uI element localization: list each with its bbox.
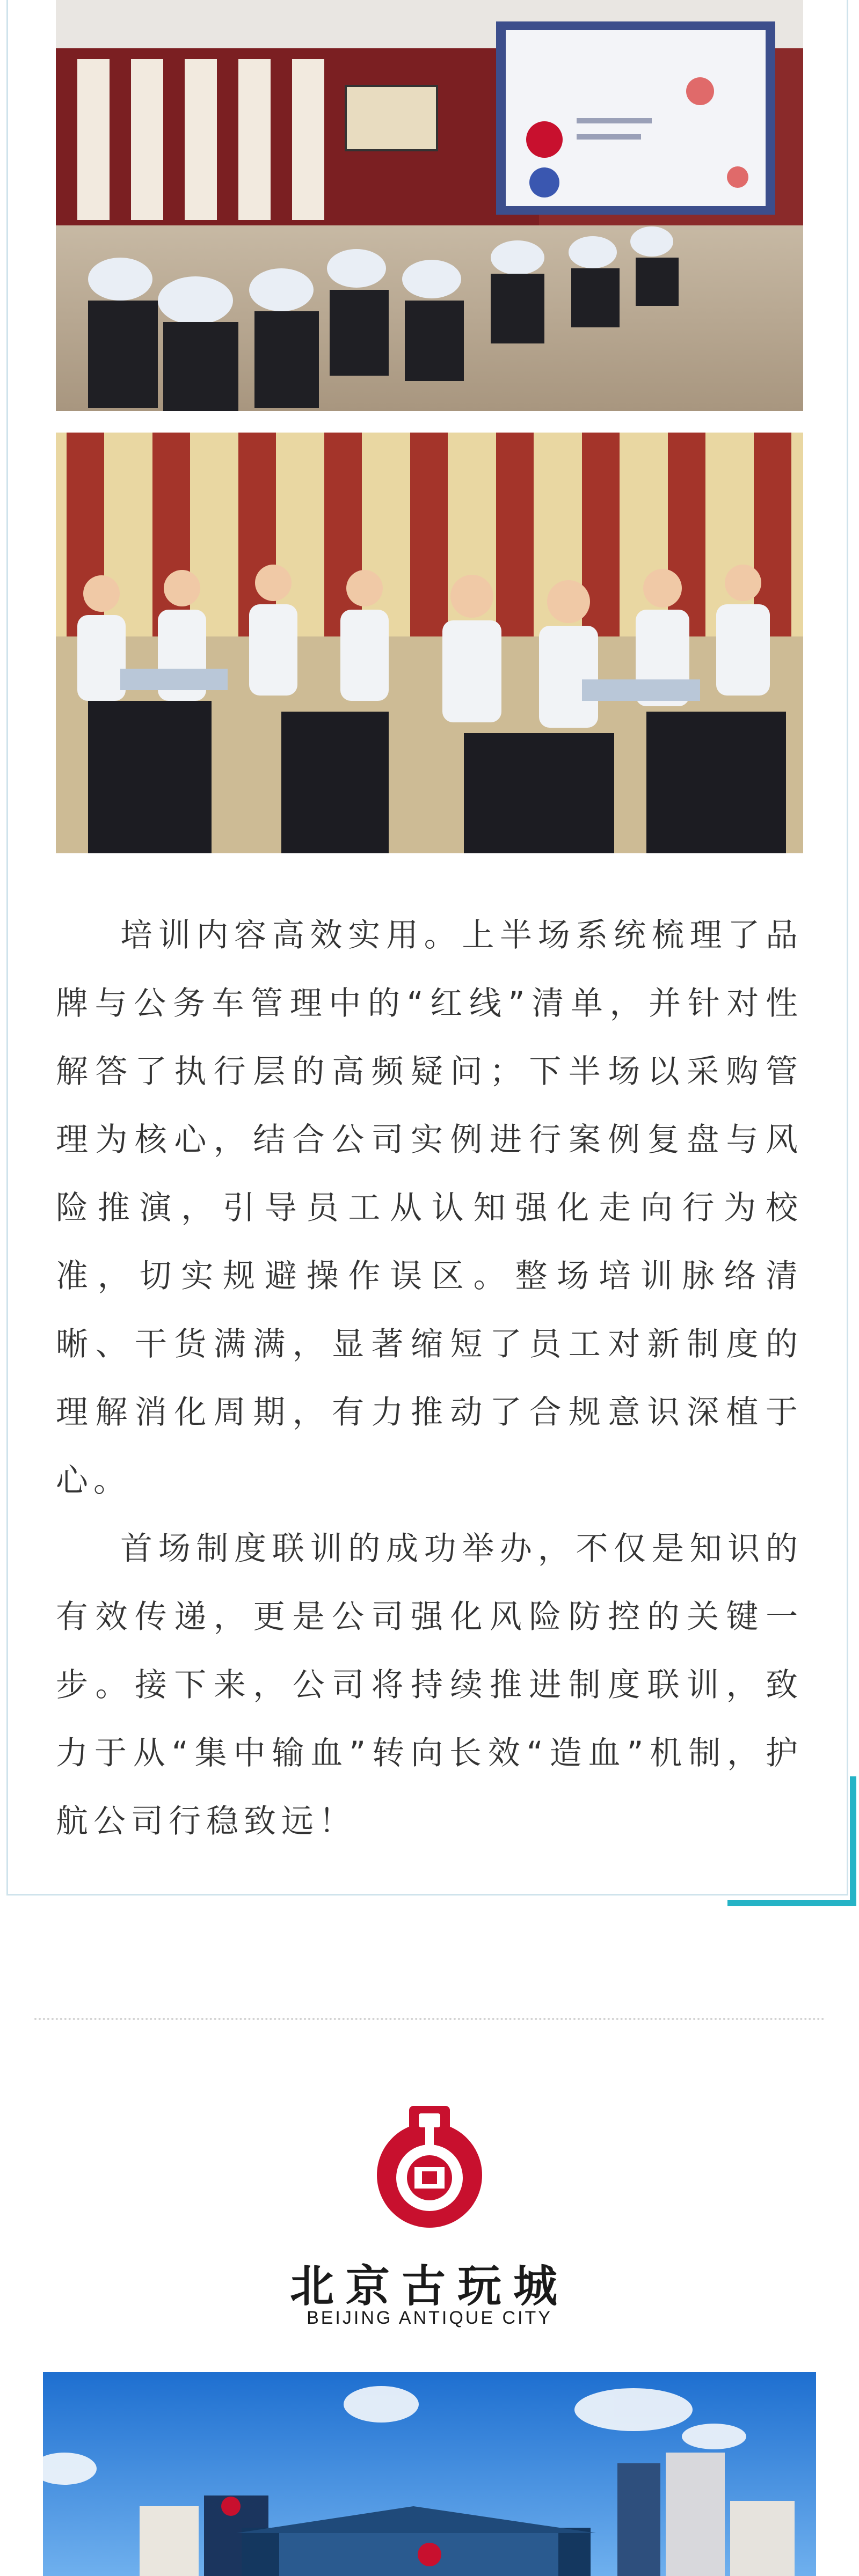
card-accent-vertical bbox=[850, 1776, 856, 1905]
section-divider bbox=[34, 2018, 825, 2020]
antique-city-building-image bbox=[43, 2372, 816, 2576]
card-accent-horizontal bbox=[727, 1900, 856, 1906]
audience-image bbox=[56, 433, 803, 853]
building-photo bbox=[43, 2372, 816, 2576]
training-session-photo bbox=[56, 0, 803, 411]
article-body bbox=[56, 902, 803, 1856]
article-paragraph-1: 培训内容高效实用。上半场系统梳理了品牌与公务车管理中的“红线”清单，并针对性解答了执行层的高频疑问；下半场以采购管理为核心，结合公司实例进行案例复盘与风险推演，引导员工从认知强化走向行为校准，切实规避操作误区。整场培训脉络清晰、干货满满，显著缩短了员工对新制度的理解消化周期，有力推动了合规意识深植于心。 bbox=[56, 917, 803, 1499]
staff-audience-photo bbox=[56, 433, 803, 853]
beijing-antique-city-logo-icon bbox=[376, 2103, 483, 2231]
training-hall-image bbox=[56, 0, 803, 411]
brand-name-chinese: 北京古玩城 bbox=[289, 2261, 569, 2312]
article-paragraph-2: 首场制度联训的成功举办，不仅是知识的有效传递，更是公司强化风险防控的关键一步。接下来，公司将持续推进制度联训，致力于从“集中输血”转向长效“造血”机制，护航公司行稳致远！ bbox=[56, 1530, 803, 1840]
brand-name-english: BEIJING ANTIQUE CITY bbox=[307, 2308, 552, 2328]
